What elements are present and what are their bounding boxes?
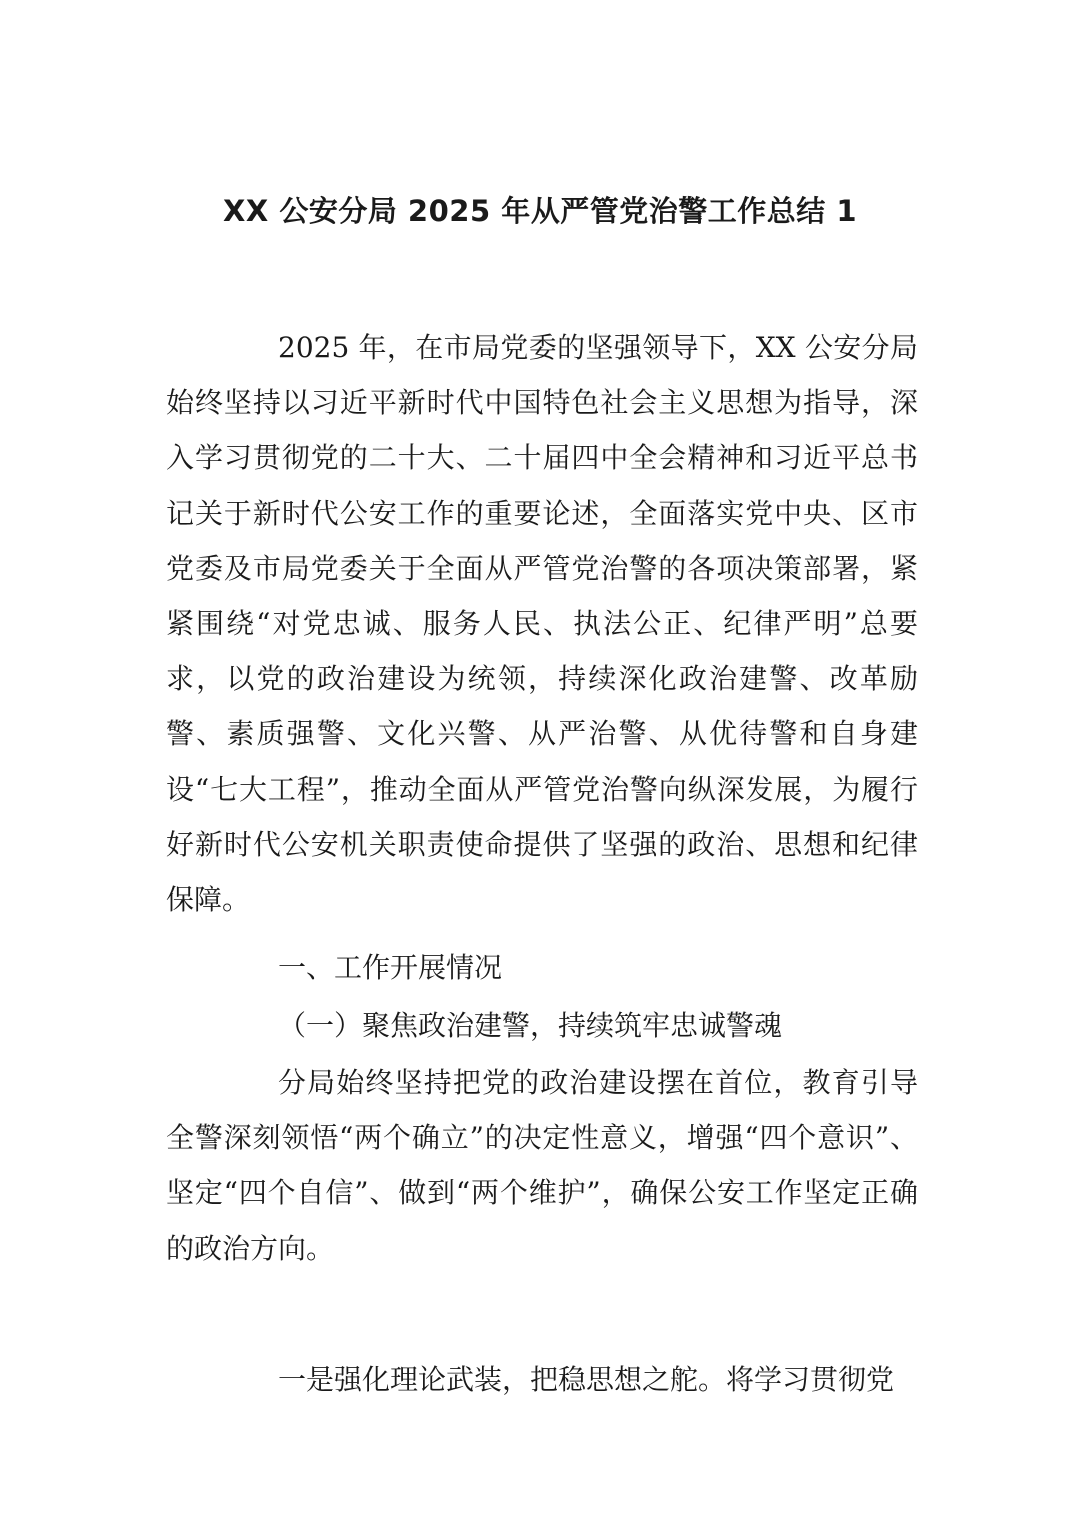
- document-title: XX 公安分局 2025 年从严管党治警工作总结 1: [223, 194, 857, 229]
- intro-paragraph: 2025 年，在市局党委的坚强领导下，XX 公安分局始终坚持以习近平新时代中国特色社会主义思想为指导，深入学习贯彻党的二十大、二十届四中全会精神和习近平总书记关于新时代公安工作的重要论述，全面落实党中央、区市党委及市局党委关于全面从严管党治警的各项决策部署，紧紧围绕“对党忠诚、服务人民、执法公正、纪律严明”总要求，以党的政治建设为统领，持续深化政治建警、改革励警、素质强警、文化兴警、从严治警、从优待警和自身建设“七大工程”，推动全面从严管党治警向纵深发展，为履行好新时代公安机关职责使命提供了坚强的政治、思想和纪律保障。: [166, 331, 918, 917]
- section-heading-work-status: 一、工作开展情况: [278, 951, 503, 984]
- body-paragraph-political: 分局始终坚持把党的政治建设摆在首位，教育引导全警深刻领悟“两个确立”的决定性意义，增强“四个意识”、坚定“四个自信”、做到“两个维护”，确保公安工作坚定正确的政治方向。: [166, 1066, 918, 1265]
- subsection-heading-political-building: （一）聚焦政治建警，持续筑牢忠诚警魂: [278, 1009, 783, 1042]
- body-paragraph-theory: 一是强化理论武装，把稳思想之舵。将学习贯彻党: [278, 1363, 895, 1396]
